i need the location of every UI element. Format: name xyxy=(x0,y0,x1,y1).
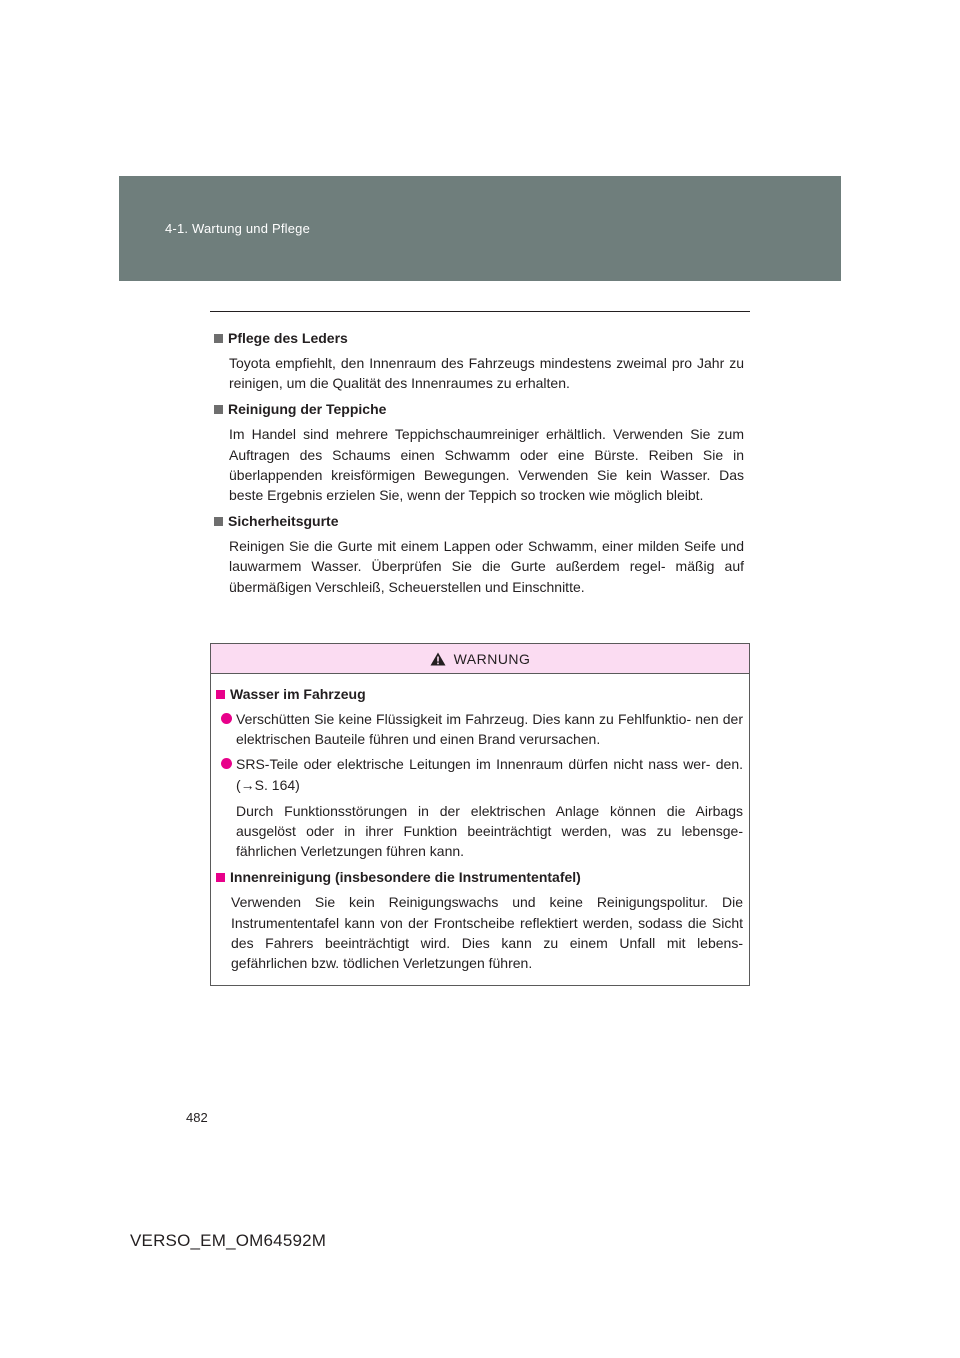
square-bullet-icon xyxy=(214,517,223,526)
warning-bullet xyxy=(216,709,743,749)
warning-subheading-text: Wasser im Fahrzeug xyxy=(230,686,366,702)
section-body: Im Handel sind mehrere Teppichschaumreiniger erhältlich. Verwenden Sie zum Auftragen des Schaums einen Schwamm oder eine Bürste. Reiben Sie in überlappenden kreisförmigen Bewegungen. Verwenden Sie kein Wasser. Das beste Ergebnis erzielen Sie, wenn der Teppich so trocken wie möglich bleibt. xyxy=(229,426,744,504)
warning-triangle-icon xyxy=(430,652,446,666)
document-id: VERSO_EM_OM64592M xyxy=(130,1231,327,1250)
section-body: Reinigen Sie die Gurte mit einem Lappen oder Schwamm, einer milden Seife und lauwarmem Wasser. Überprüfen Sie die Gurte außerdem regel- mäßig auf übermäßigen Verschleiß, Scheuerstellen und Einschnitte. xyxy=(229,538,744,595)
section-heading xyxy=(214,399,744,419)
warning-bullet-subtext: Durch Funktionsstörungen in der elektrischen Anlage können die Airbags ausgelöst oder in ihrer Funktion beeinträchtigt werden, was zu lebensge- fährlichen Verletzungen führen kann. xyxy=(236,802,743,860)
chapter-header-band xyxy=(119,176,841,281)
warning-bullet xyxy=(216,754,743,861)
section-divider xyxy=(210,311,750,312)
warning-bullet-text: Verschütten Sie keine Flüssigkeit im Fahrzeug. Dies kann zu Fehlfunktio- nen der elektrischen Bauteile führen und einen Brand verursachen. xyxy=(236,711,743,748)
warning-subheading-interior xyxy=(216,867,743,887)
round-bullet-icon xyxy=(221,758,232,769)
round-bullet-icon xyxy=(221,713,232,724)
page-number: 482 xyxy=(186,1110,208,1125)
square-bullet-icon xyxy=(216,690,225,699)
square-bullet-icon xyxy=(214,405,223,414)
care-sections xyxy=(214,328,744,603)
warning-header xyxy=(211,644,749,674)
warning-bullet-text: SRS-Teile oder elektrische Leitungen im Innenraum dürfen nicht nass wer- den. (→S. 164) xyxy=(236,756,743,793)
warning-title: WARNUNG xyxy=(453,650,531,667)
square-bullet-icon xyxy=(216,873,225,882)
section-carpets xyxy=(214,399,744,505)
section-body: Toyota empfiehlt, den Innenraum des Fahrzeugs mindestens zweimal pro Jahr zu reinigen, um die Qualität des Innenraumes zu erhalten. xyxy=(229,355,744,392)
section-heading-text: Pflege des Leders xyxy=(228,330,348,346)
warning-body: Verwenden Sie kein Reinigungswachs und keine Reinigungspolitur. Die Instrumententafel kann von der Frontscheibe reflektiert werden, sodass die Sicht des Fahrers beeinträchtigt wird. Dies kann zu einem Unfall mit lebens- gefährlichen bzw. tödlichen Verletzungen führen. xyxy=(231,894,743,972)
warning-subheading-water xyxy=(216,684,743,704)
section-leather xyxy=(214,328,744,393)
section-heading xyxy=(214,328,744,348)
warning-box xyxy=(210,643,750,986)
warning-subheading-text: Innenreinigung (insbesondere die Instrumententafel) xyxy=(230,869,581,886)
section-seatbelts xyxy=(214,511,744,597)
section-heading-text: Reinigung der Teppiche xyxy=(228,401,387,418)
chapter-title: 4-1. Wartung und Pflege xyxy=(165,221,311,236)
section-heading-text: Sicherheitsgurte xyxy=(228,513,339,530)
warning-content xyxy=(216,684,743,973)
section-heading xyxy=(214,511,744,531)
square-bullet-icon xyxy=(214,334,223,343)
